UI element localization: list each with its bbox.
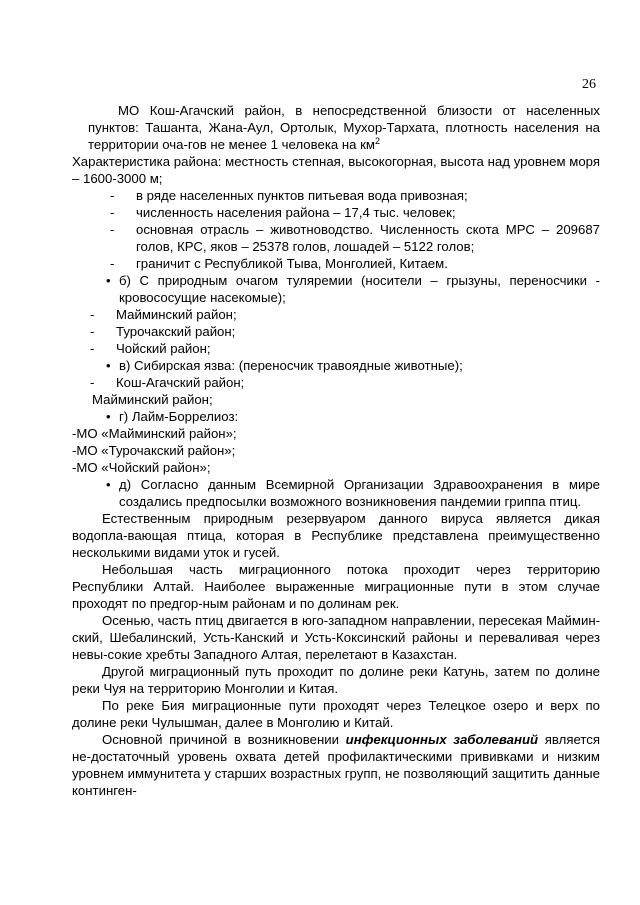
bullet-icon: • (106, 358, 111, 373)
list-item: - основная отрасль – животноводство. Численность скота МРС – 209687 голов, КРС, яков – 25378 голов, лошадей – 5122 голов; (110, 221, 600, 255)
paragraph: Другой миграционный путь проходит по долине реки Катунь, затем по долине реки Чуя на территорию Монголии и Китая. (72, 664, 600, 696)
mo-line: -МО «Чойский район»; (72, 460, 211, 475)
bullet-item-influenza: • д) Согласно данным Всемирной Организации Здравоохранения в мире создались предпосылки возможного возникновения пандемии гриппа птиц. (106, 477, 600, 509)
list-item: - Майминский район; (90, 306, 600, 323)
document-body (72, 102, 600, 799)
list-item: - Турочакский район; (90, 323, 600, 340)
paragraph: Осенью, часть птиц двигается в юго-западном направлении, пересекая Маймин-ский, Шебалинский, Усть-Канский и Усть-Коксинский районы и переваливая через невы-сокие хребты Западного Алтая, перелетают в Казахстан. (72, 613, 600, 662)
bullet-item-tularemia: • б) С природным очагом туляремии (носители – грызуны, переносчики - кровососущие насекомые); (106, 273, 600, 305)
line-maiminsky: Майминский район; (92, 392, 213, 407)
emphasis-infections: инфекционных заболеваний (345, 732, 539, 747)
list-item: - Чойский район; (90, 340, 600, 357)
mo-line: -МО «Майминский район»; (72, 426, 237, 441)
page-number: 26 (582, 77, 596, 92)
list-item: - Кош-Агачский район; (90, 374, 600, 391)
paragraph: Небольшая часть миграционного потока проходит через территорию Республики Алтай. Наиболее выраженные миграционные пути в этом случае проходят по предгор-ным районам и по долинам рек. (72, 562, 600, 611)
bullet-icon: • (106, 409, 111, 424)
bullet-icon: • (106, 477, 111, 492)
list-item: - в ряде населенных пунктов питьевая вода привозная; (110, 187, 600, 204)
list-item: - граничит с Республикой Тыва, Монголией, Китаем. (110, 255, 600, 272)
mo-line: -МО «Турочакский район»; (72, 443, 236, 458)
superscript-2: 2 (375, 136, 381, 146)
bullet-item-lyme: • г) Лайм-Боррелиоз: (106, 409, 239, 424)
paragraph-infections: Основной причиной в возникновении инфекционных заболеваний является не-достаточный уровень охвата детей профилактическими прививками и низким уровнем иммунитета у старших возрастных групп, не позволяющий защитить данные континген- (72, 732, 600, 798)
list-item: - численность населения района – 17,4 тыс. человек; (110, 204, 600, 221)
bullet-item-anthrax: • в) Сибирская язва: (переносчик травоядные животные); (106, 358, 463, 373)
paragraph-characteristics: Характеристика района: местность степная, высокогорная, высота над уровнем моря – 1600-3000 м; (72, 154, 600, 186)
paragraph: Естественным природным резервуаром данного вируса является дикая водопла-вающая птица, которая в Республике представлена преимущественно несколькими видами уток и гусей. (72, 511, 600, 560)
paragraph-kosh-agach: МО Кош-Агачский район, в непосредственной близости от населенных пунктов: Ташанта, Жана-Аул, Ортолык, Мухор-Тархата, плотность населения на территории оча-гов не менее 1 человека на $км^2$ (88, 103, 600, 152)
paragraph: По реке Бия миграционные пути проходят через Телецкое озеро и верх по долине реки Чулышман, далее в Монголию и Китай. (72, 698, 600, 730)
bullet-icon: • (106, 273, 111, 288)
